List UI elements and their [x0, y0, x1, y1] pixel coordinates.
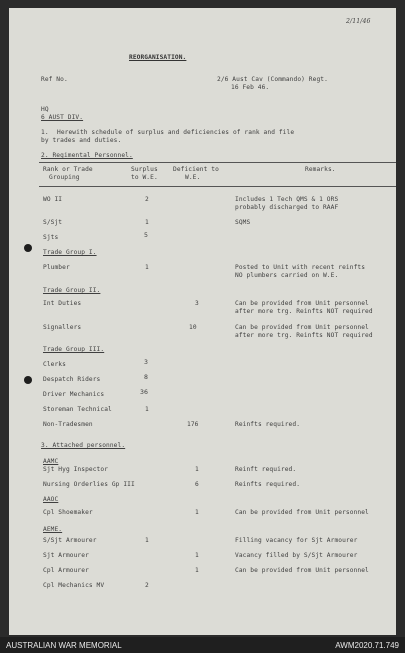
table-row-rank: Clerks — [43, 361, 66, 368]
punch-hole — [24, 244, 32, 252]
trade-group-heading: Trade Group III. — [43, 346, 105, 353]
table-row-deficient: 10 — [189, 324, 197, 331]
table-row-deficient: 1 — [195, 509, 199, 516]
table-row-remarks-2: after more trg. Reinfts NOT required — [235, 332, 373, 339]
table-row-remarks: SQMS — [235, 219, 251, 226]
table-row-deficient: 6 — [195, 481, 199, 488]
unit-name: 2/6 Aust Cav (Commando) Regt. — [217, 76, 328, 83]
table-row-surplus: 1 — [145, 406, 149, 413]
col-header-surplus: Surplus — [131, 166, 158, 173]
table-row-rank: Cpl Armourer — [43, 567, 89, 574]
table-row-rank: S/Sjt — [43, 219, 63, 226]
document-page — [9, 8, 396, 635]
table-row-remarks: Reinfts required. — [235, 421, 301, 428]
trade-group-heading: Trade Group I. — [43, 249, 97, 256]
table-row-deficient: 176 — [187, 421, 199, 428]
table-row-deficient: 1 — [195, 567, 199, 574]
footer-accession-number: AWM2020.71.749 — [335, 641, 399, 650]
table-row-remarks: Reinft required. — [235, 466, 297, 473]
table-row-remarks: Can be provided from Unit personnel — [235, 324, 369, 331]
section-2-heading: 2. Regimental Personnel. — [41, 152, 133, 159]
col-header-surplus-2: to W.E. — [131, 174, 158, 181]
col-header-rank: Rank or Trade — [43, 166, 93, 173]
addressee-line-2: 6 AUST DIV. — [41, 114, 84, 121]
table-row-surplus: 2 — [145, 582, 149, 589]
table-row-remarks: Reinfts required. — [235, 481, 301, 488]
table-row-rank: Signallers — [43, 324, 82, 331]
ref-label: Ref No. — [41, 76, 68, 83]
table-row-rank: Int Duties — [43, 300, 82, 307]
table-row-remarks-2: probably discharged to RAAF — [235, 204, 339, 211]
document-date: 16 Feb 46. — [231, 84, 270, 91]
table-row-rank: Driver Mechanics — [43, 391, 105, 398]
table-row-surplus: 2 — [145, 196, 149, 203]
table-row-surplus: 1 — [145, 264, 149, 271]
table-row-remarks: Can be provided from Unit personnel — [235, 300, 369, 307]
table-row-remarks: Vacancy filled by S/Sjt Armourer — [235, 552, 358, 559]
table-row-rank: Nursing Orderlies Gp III — [43, 481, 135, 488]
table-row-rank: Cpl Mechanics MV — [43, 582, 105, 589]
table-row-remarks: Includes 1 Tech QMS & 1 ORS — [235, 196, 339, 203]
handwritten-note: 2/11/46 — [346, 18, 371, 25]
table-row-rank: Non-Tradesmen — [43, 421, 93, 428]
para1-text-line1: Herewith schedule of surplus and deficiencies of rank and file — [57, 129, 295, 136]
table-row-surplus: 1 — [145, 537, 149, 544]
table-row-rank: Sjt Hyg Inspector — [43, 466, 109, 473]
table-row-rank: Plumber — [43, 264, 70, 271]
table-row-remarks-2: NO plumbers carried on W.E. — [235, 272, 339, 279]
table-row-rank: S/Sjt Armourer — [43, 537, 97, 544]
trade-group-heading: Trade Group II. — [43, 287, 101, 294]
table-row-deficient: 1 — [195, 466, 199, 473]
footer-credit: AUSTRALIAN WAR MEMORIAL — [6, 641, 122, 650]
punch-hole — [24, 376, 32, 384]
table-row-remarks-2: after more trg. Reinfts NOT required — [235, 308, 373, 315]
table-header-rule — [39, 186, 396, 187]
table-row-surplus: 3 — [144, 359, 149, 366]
table-row-rank: Sjts — [43, 234, 59, 241]
table-row-surplus: 8 — [144, 374, 149, 381]
table-row-rank: Sjt Armourer — [43, 552, 89, 559]
table-row-rank: Storeman Technical — [43, 406, 112, 413]
table-row-surplus: 1 — [145, 219, 149, 226]
section-3-heading: 3. Attached personnel. — [41, 442, 126, 449]
table-row-remarks: Posted to Unit with recent reinfts — [235, 264, 366, 271]
table-row-surplus: 5 — [144, 232, 149, 239]
table-row-remarks: Can be provided from Unit personnel — [235, 509, 369, 516]
col-header-deficient-2: W.E. — [185, 174, 201, 181]
col-header-remarks: Remarks. — [305, 166, 336, 173]
corps-heading: AEME. — [43, 526, 63, 533]
table-row-rank: WO II — [43, 196, 63, 203]
table-row-deficient: 1 — [195, 552, 199, 559]
table-row-deficient: 3 — [195, 300, 199, 307]
col-header-deficient: Deficient to — [173, 166, 219, 173]
corps-heading: AAOC — [43, 496, 59, 503]
document-title: REORGANISATION. — [129, 54, 187, 61]
para1-number: 1. — [41, 129, 49, 136]
table-row-surplus: 36 — [140, 389, 149, 396]
para1-text-line2: by trades and duties. — [41, 137, 122, 144]
addressee-line-1: HQ — [41, 106, 49, 113]
col-header-rank-2: Grouping — [49, 174, 80, 181]
table-row-rank: Despatch Riders — [43, 376, 101, 383]
corps-heading: AAMC — [43, 458, 59, 465]
table-row-rank: Cpl Shoemaker — [43, 509, 93, 516]
table-row-remarks: Can be provided from Unit personnel — [235, 567, 369, 574]
table-row-remarks: Filling vacancy for Sjt Armourer — [235, 537, 358, 544]
footer-bar — [0, 637, 405, 653]
table-top-rule — [39, 162, 396, 163]
